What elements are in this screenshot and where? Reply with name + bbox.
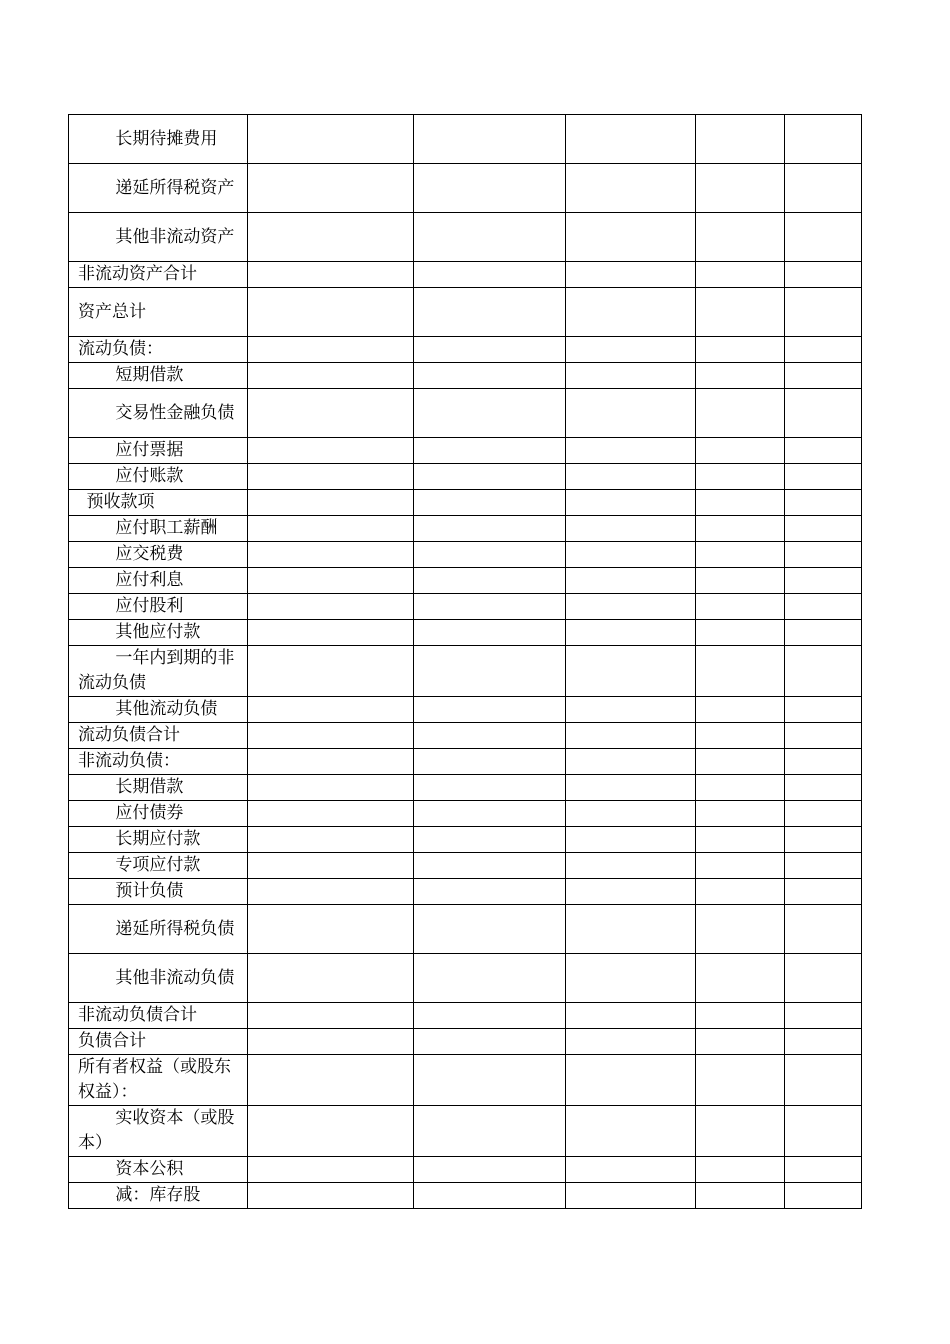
value-cell	[785, 464, 862, 490]
balance-sheet-table	[68, 114, 862, 1209]
value-cell	[696, 542, 785, 568]
value-cell	[696, 568, 785, 594]
value-cell	[248, 594, 414, 620]
row-label-cell	[69, 801, 248, 827]
value-cell	[248, 164, 414, 213]
value-cell	[414, 620, 566, 646]
table-row	[69, 775, 862, 801]
value-cell	[414, 697, 566, 723]
row-label-cell	[69, 1157, 248, 1183]
row-label: 应交税费	[115, 544, 184, 564]
table-row	[69, 954, 862, 1003]
value-cell	[566, 164, 696, 213]
value-cell	[414, 115, 566, 164]
value-cell	[566, 723, 696, 749]
value-cell	[248, 801, 414, 827]
value-cell	[696, 516, 785, 542]
value-cell	[566, 1106, 696, 1157]
row-label-cell	[69, 542, 248, 568]
value-cell	[248, 363, 414, 389]
value-cell	[414, 723, 566, 749]
value-cell	[785, 723, 862, 749]
table-row	[69, 827, 862, 853]
value-cell	[696, 1029, 785, 1055]
table-row	[69, 490, 862, 516]
value-cell	[696, 723, 785, 749]
value-cell	[785, 542, 862, 568]
row-label-cell	[69, 213, 248, 262]
value-cell	[785, 749, 862, 775]
table-row	[69, 749, 862, 775]
value-cell	[785, 490, 862, 516]
table-row	[69, 464, 862, 490]
row-label-cell	[69, 1029, 248, 1055]
row-label-cell	[69, 594, 248, 620]
value-cell	[785, 389, 862, 438]
value-cell	[785, 801, 862, 827]
table-row	[69, 1157, 862, 1183]
value-cell	[785, 620, 862, 646]
row-label: 其他非流动资产	[115, 226, 235, 247]
value-cell	[248, 213, 414, 262]
value-cell	[248, 389, 414, 438]
value-cell	[414, 213, 566, 262]
value-cell	[785, 164, 862, 213]
value-cell	[696, 438, 785, 464]
value-cell	[696, 115, 785, 164]
value-cell	[414, 646, 566, 697]
value-cell	[696, 775, 785, 801]
value-cell	[248, 288, 414, 337]
value-cell	[696, 1183, 785, 1209]
value-cell	[414, 853, 566, 879]
row-label: 其他非流动负债	[115, 967, 235, 988]
value-cell	[696, 1106, 785, 1157]
value-cell	[696, 905, 785, 954]
value-cell	[566, 490, 696, 516]
value-cell	[414, 594, 566, 620]
value-cell	[414, 542, 566, 568]
value-cell	[785, 1157, 862, 1183]
row-label-cell	[69, 775, 248, 801]
row-label-cell	[69, 853, 248, 879]
value-cell	[566, 1029, 696, 1055]
value-cell	[414, 954, 566, 1003]
value-cell	[696, 288, 785, 337]
value-cell	[414, 1183, 566, 1209]
value-cell	[414, 905, 566, 954]
value-cell	[566, 801, 696, 827]
value-cell	[785, 1003, 862, 1029]
row-label-cell	[69, 723, 248, 749]
value-cell	[414, 827, 566, 853]
row-label: 预计负债	[115, 881, 184, 901]
table-row	[69, 1029, 862, 1055]
value-cell	[785, 363, 862, 389]
value-cell	[566, 827, 696, 853]
value-cell	[414, 490, 566, 516]
value-cell	[248, 490, 414, 516]
value-cell	[696, 620, 785, 646]
value-cell	[785, 853, 862, 879]
value-cell	[248, 879, 414, 905]
value-cell	[414, 568, 566, 594]
value-cell	[566, 262, 696, 288]
table-row	[69, 620, 862, 646]
value-cell	[785, 262, 862, 288]
value-cell	[566, 905, 696, 954]
value-cell	[696, 749, 785, 775]
value-cell	[566, 594, 696, 620]
row-label: 预收款项	[86, 492, 155, 512]
value-cell	[785, 568, 862, 594]
value-cell	[696, 464, 785, 490]
table-row	[69, 164, 862, 213]
row-label: 递延所得税资产	[115, 177, 235, 198]
row-label: 应付利息	[115, 570, 184, 590]
value-cell	[248, 1183, 414, 1209]
value-cell	[566, 568, 696, 594]
table-row	[69, 288, 862, 337]
value-cell	[248, 568, 414, 594]
value-cell	[566, 1183, 696, 1209]
row-label-cell	[69, 363, 248, 389]
row-label: 短期借款	[115, 365, 184, 385]
row-label: 递延所得税负债	[115, 918, 235, 939]
value-cell	[785, 1055, 862, 1106]
value-cell	[696, 1157, 785, 1183]
row-label: 其他应付款	[115, 622, 201, 642]
value-cell	[696, 213, 785, 262]
table-row	[69, 542, 862, 568]
value-cell	[248, 438, 414, 464]
value-cell	[414, 288, 566, 337]
value-cell	[696, 879, 785, 905]
row-label-cell	[69, 115, 248, 164]
value-cell	[785, 646, 862, 697]
value-cell	[248, 115, 414, 164]
table-row	[69, 389, 862, 438]
table-row	[69, 262, 862, 288]
value-cell	[696, 646, 785, 697]
value-cell	[696, 827, 785, 853]
table-row	[69, 646, 862, 697]
row-label-cell	[69, 516, 248, 542]
value-cell	[566, 853, 696, 879]
value-cell	[248, 827, 414, 853]
value-cell	[414, 389, 566, 438]
value-cell	[696, 697, 785, 723]
value-cell	[785, 775, 862, 801]
row-label: 其他流动负债	[115, 699, 218, 719]
value-cell	[696, 801, 785, 827]
value-cell	[414, 1003, 566, 1029]
value-cell	[248, 1003, 414, 1029]
value-cell	[566, 464, 696, 490]
row-label-cell	[69, 464, 248, 490]
table-row	[69, 438, 862, 464]
table-row	[69, 516, 862, 542]
value-cell	[696, 363, 785, 389]
row-label: 长期待摊费用	[115, 128, 218, 149]
value-cell	[248, 646, 414, 697]
row-label: 一年内到期的非流动负债	[78, 648, 235, 693]
row-label: 负债合计	[78, 1031, 146, 1051]
row-label-cell	[69, 620, 248, 646]
row-label-cell	[69, 262, 248, 288]
value-cell	[566, 620, 696, 646]
table-row	[69, 363, 862, 389]
row-label-cell	[69, 337, 248, 363]
row-label: 资产总计	[78, 301, 146, 322]
row-label: 应付股利	[115, 596, 184, 616]
row-label: 应付职工薪酬	[115, 518, 218, 538]
value-cell	[414, 1029, 566, 1055]
row-label: 应付账款	[115, 466, 184, 486]
value-cell	[248, 516, 414, 542]
row-label-cell	[69, 438, 248, 464]
row-label: 实收资本（或股本）	[78, 1108, 235, 1153]
value-cell	[414, 1055, 566, 1106]
table-row	[69, 723, 862, 749]
row-label-cell	[69, 827, 248, 853]
value-cell	[785, 879, 862, 905]
value-cell	[785, 827, 862, 853]
value-cell	[696, 389, 785, 438]
row-label: 非流动资产合计	[78, 264, 197, 284]
value-cell	[696, 954, 785, 1003]
value-cell	[414, 464, 566, 490]
value-cell	[696, 490, 785, 516]
value-cell	[566, 1003, 696, 1029]
value-cell	[696, 164, 785, 213]
value-cell	[696, 337, 785, 363]
table-row	[69, 1055, 862, 1106]
row-label: 交易性金融负债	[115, 402, 235, 423]
value-cell	[414, 1157, 566, 1183]
row-label: 资本公积	[115, 1159, 184, 1179]
row-label: 应付债券	[115, 803, 184, 823]
value-cell	[414, 775, 566, 801]
value-cell	[566, 954, 696, 1003]
value-cell	[566, 646, 696, 697]
value-cell	[696, 1003, 785, 1029]
row-label: 长期借款	[115, 777, 184, 797]
value-cell	[414, 879, 566, 905]
table-row	[69, 337, 862, 363]
value-cell	[785, 115, 862, 164]
value-cell	[566, 697, 696, 723]
value-cell	[248, 262, 414, 288]
value-cell	[566, 213, 696, 262]
row-label: 所有者权益（或股东权益）：	[78, 1057, 231, 1102]
value-cell	[566, 389, 696, 438]
balance-sheet-body	[69, 115, 862, 1209]
value-cell	[566, 363, 696, 389]
row-label-cell	[69, 1003, 248, 1029]
row-label-cell	[69, 1055, 248, 1106]
row-label-cell	[69, 749, 248, 775]
value-cell	[785, 1106, 862, 1157]
value-cell	[696, 594, 785, 620]
value-cell	[414, 262, 566, 288]
row-label-cell	[69, 164, 248, 213]
value-cell	[248, 697, 414, 723]
table-row	[69, 115, 862, 164]
table-row	[69, 879, 862, 905]
value-cell	[785, 337, 862, 363]
table-row	[69, 594, 862, 620]
table-row	[69, 213, 862, 262]
row-label: 专项应付款	[115, 855, 201, 875]
value-cell	[566, 438, 696, 464]
value-cell	[785, 697, 862, 723]
value-cell	[248, 464, 414, 490]
value-cell	[785, 1183, 862, 1209]
row-label: 应付票据	[115, 440, 184, 460]
value-cell	[566, 115, 696, 164]
value-cell	[696, 1055, 785, 1106]
value-cell	[248, 775, 414, 801]
value-cell	[248, 1106, 414, 1157]
value-cell	[696, 853, 785, 879]
value-cell	[414, 516, 566, 542]
value-cell	[785, 954, 862, 1003]
table-row	[69, 1003, 862, 1029]
row-label-cell	[69, 1183, 248, 1209]
value-cell	[414, 749, 566, 775]
table-row	[69, 697, 862, 723]
value-cell	[248, 337, 414, 363]
row-label-cell	[69, 389, 248, 438]
value-cell	[785, 516, 862, 542]
table-row	[69, 1106, 862, 1157]
value-cell	[248, 542, 414, 568]
value-cell	[566, 1157, 696, 1183]
row-label-cell	[69, 905, 248, 954]
value-cell	[248, 749, 414, 775]
row-label-cell	[69, 646, 248, 697]
value-cell	[566, 775, 696, 801]
row-label: 长期应付款	[115, 829, 201, 849]
value-cell	[414, 801, 566, 827]
value-cell	[785, 1029, 862, 1055]
table-row	[69, 1183, 862, 1209]
row-label: 非流动负债：	[78, 751, 180, 771]
value-cell	[248, 1055, 414, 1106]
value-cell	[785, 438, 862, 464]
row-label: 减：库存股	[115, 1185, 201, 1205]
table-row	[69, 568, 862, 594]
value-cell	[414, 337, 566, 363]
value-cell	[566, 1055, 696, 1106]
value-cell	[414, 1106, 566, 1157]
value-cell	[785, 288, 862, 337]
value-cell	[248, 620, 414, 646]
value-cell	[566, 879, 696, 905]
value-cell	[248, 853, 414, 879]
value-cell	[696, 262, 785, 288]
value-cell	[414, 363, 566, 389]
value-cell	[248, 723, 414, 749]
row-label-cell	[69, 1106, 248, 1157]
value-cell	[566, 337, 696, 363]
table-row	[69, 801, 862, 827]
value-cell	[414, 438, 566, 464]
value-cell	[414, 164, 566, 213]
table-row	[69, 905, 862, 954]
row-label-cell	[69, 490, 248, 516]
row-label: 流动负债：	[78, 339, 163, 359]
row-label-cell	[69, 879, 248, 905]
table-row	[69, 853, 862, 879]
row-label-cell	[69, 288, 248, 337]
row-label-cell	[69, 568, 248, 594]
value-cell	[566, 516, 696, 542]
value-cell	[248, 1029, 414, 1055]
row-label: 流动负债合计	[78, 725, 180, 745]
row-label: 非流动负债合计	[78, 1005, 197, 1025]
row-label-cell	[69, 954, 248, 1003]
value-cell	[566, 542, 696, 568]
value-cell	[785, 213, 862, 262]
value-cell	[248, 954, 414, 1003]
row-label-cell	[69, 697, 248, 723]
value-cell	[566, 288, 696, 337]
value-cell	[248, 905, 414, 954]
value-cell	[248, 1157, 414, 1183]
value-cell	[785, 905, 862, 954]
value-cell	[566, 749, 696, 775]
value-cell	[785, 594, 862, 620]
